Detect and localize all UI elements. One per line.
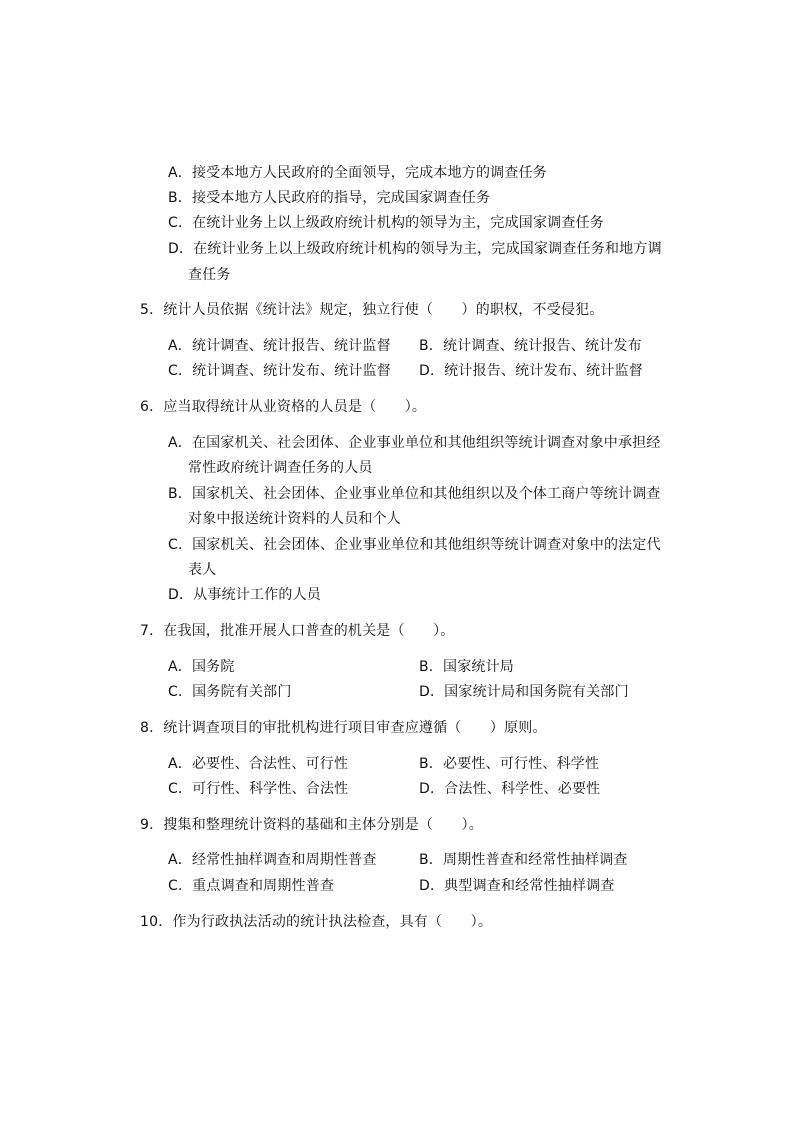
- q8-stem: 8．统计调查项目的审批机构进行项目审查应遵循（ ）原则。: [140, 720, 547, 736]
- q7-stem: 7．在我国，批准开展人口普查的机关是（ ）。: [140, 623, 455, 639]
- q4-option-a: A．接受本地方人民政府的全面领导，完成本地方的调查任务: [168, 165, 547, 181]
- q8-option-a: A．必要性、合法性、可行性: [168, 756, 349, 772]
- q7-option-b: B．国家统计局: [419, 659, 515, 675]
- q6-option-c: C．国家机关、社会团体、企业事业单位和其他组织等统计调查对象中的法定代: [168, 537, 661, 553]
- q7-option-c: C．国务院有关部门: [168, 684, 292, 700]
- q6-option-b: B．国家机关、社会团体、企业事业单位和其他组织以及个体工商户等统计调查: [168, 486, 661, 502]
- q10-stem: 10．作为行政执法活动的统计执法检查，具有（ ）。: [140, 914, 493, 930]
- q9-option-d: D．典型调查和经常性抽样调查: [419, 878, 615, 894]
- q6-option-b-continued: 对象中报送统计资料的人员和个人: [188, 511, 401, 527]
- q8-option-c: C．可行性、科学性、合法性: [168, 781, 349, 797]
- q6-stem: 6．应当取得统计从业资格的人员是（ ）。: [140, 399, 427, 415]
- q8-option-b: B．必要性、可行性、科学性: [419, 756, 600, 772]
- q7-option-d: D．国家统计局和国务院有关部门: [419, 684, 629, 700]
- q5-option-b: B．统计调查、统计报告、统计发布: [419, 338, 642, 354]
- q5-option-a: A．统计调查、统计报告、统计监督: [168, 338, 391, 354]
- q9-option-a: A．经常性抽样调查和周期性普查: [168, 852, 377, 868]
- q4-option-c: C．在统计业务上以上级政府统计机构的领导为主，完成国家调查任务: [168, 215, 604, 231]
- q6-option-a: A．在国家机关、社会团体、企业事业单位和其他组织等统计调查对象中承担经: [168, 435, 661, 451]
- q6-option-c-continued: 表人: [188, 562, 217, 578]
- q5-stem: 5．统计人员依据《统计法》规定，独立行使（ ）的职权，不受侵犯。: [140, 302, 604, 318]
- q9-option-c: C．重点调查和周期性普查: [168, 878, 335, 894]
- q5-option-c: C．统计调查、统计发布、统计监督: [168, 363, 391, 379]
- q6-option-a-continued: 常性政府统计调查任务的人员: [188, 460, 373, 476]
- q9-stem: 9．搜集和整理统计资料的基础和主体分别是（ ）。: [140, 817, 483, 833]
- q9-option-b: B．周期性普查和经常性抽样调查: [419, 852, 628, 868]
- q4-option-d-continued: 查任务: [188, 267, 231, 283]
- q4-option-b: B．接受本地方人民政府的指导，完成国家调查任务: [168, 190, 491, 206]
- q8-option-d: D．合法性、科学性、必要性: [419, 781, 601, 797]
- q7-option-a: A．国务院: [168, 659, 235, 675]
- q6-option-d: D．从事统计工作的人员: [168, 587, 321, 603]
- q4-option-d: D．在统计业务上以上级政府统计机构的领导为主，完成国家调查任务和地方调: [168, 241, 662, 257]
- q5-option-d: D．统计报告、统计发布、统计监督: [419, 363, 643, 379]
